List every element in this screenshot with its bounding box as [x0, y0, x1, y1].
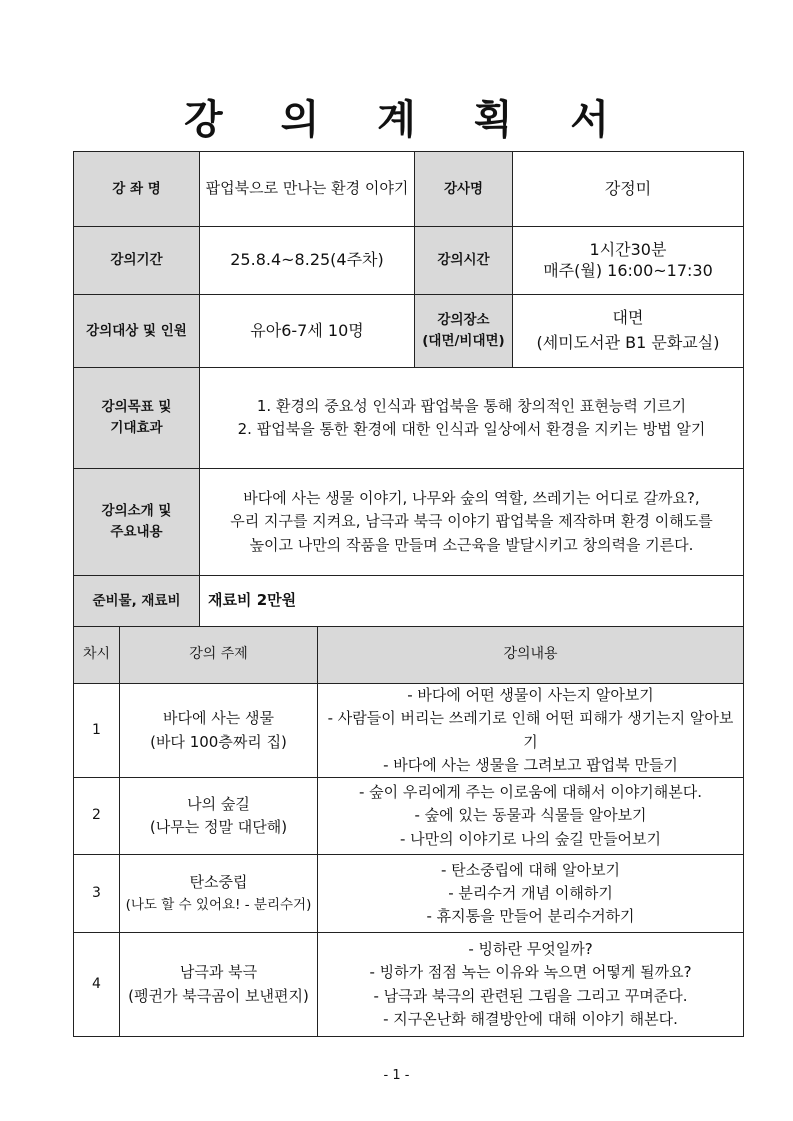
content-line: - 탄소중립에 대해 알아보기 — [440, 860, 621, 879]
goal-label-line-2: 기대효과 — [110, 420, 163, 436]
material-value: 재료비 2만원 — [200, 576, 744, 627]
table-row — [74, 855, 744, 933]
table-row — [74, 576, 744, 627]
session-topic — [120, 855, 318, 933]
time-line-1: 1시간30분 — [589, 239, 667, 259]
topic-line-2: (나도 할 수 있어요! - 분리수거) — [125, 896, 312, 913]
session-topic — [120, 933, 318, 1037]
table-row — [74, 684, 744, 778]
session-content — [318, 855, 744, 933]
session-content — [318, 778, 744, 855]
content-line: - 나만의 이야기로 나의 숲길 만들어보기 — [399, 829, 662, 848]
page-number: - 1 - — [383, 1068, 410, 1083]
info-table — [73, 151, 744, 627]
table-row — [74, 295, 744, 368]
instructor-label: 강사명 — [415, 152, 513, 227]
topic-line-1: 나의 숲길 — [187, 794, 250, 813]
session-topic — [120, 778, 318, 855]
place-label-line-1: 강의장소 — [437, 312, 490, 329]
material-label: 준비물, 재료비 — [74, 576, 200, 627]
goal-line-2: 2. 팝업북을 통한 환경에 대한 인식과 일상에서 환경을 지키는 방법 알기 — [237, 420, 706, 438]
goal-line-1: 1. 환경의 중요성 인식과 팝업북을 통해 창의적인 표현능력 기르기 — [256, 396, 687, 415]
table-row — [74, 152, 744, 227]
intro-line-3: 높이고 나만의 작품을 만들며 소근육을 발달시키고 창의력을 기른다. — [249, 535, 694, 554]
table-row — [74, 469, 744, 576]
page-title: 강 의 계 획 서 — [184, 97, 631, 143]
topic-line-1: 탄소중립 — [189, 873, 248, 892]
topic-line-1: 바다에 사는 생물 — [163, 709, 274, 728]
content-line: - 남극과 북극의 관련된 그림을 그리고 꾸며준다. — [373, 986, 688, 1005]
topic-line-2: (바다 100층짜리 집) — [150, 732, 287, 751]
goal-value — [200, 368, 744, 469]
content-line: - 바다에 사는 생물을 그려보고 팝업북 만들기 — [383, 755, 678, 774]
table-row — [74, 368, 744, 469]
intro-line-1: 바다에 사는 생물 이야기, 나무와 숲의 역할, 쓰레기는 어디로 갈까요?, — [243, 489, 700, 508]
schedule-table — [73, 626, 744, 1037]
content-line: - 빙하란 무엇일까? — [468, 940, 593, 958]
place-label-line-2: (대면/비대면) — [422, 333, 505, 349]
course-name-label: 강 좌 명 — [74, 152, 200, 227]
content-line: - 사람들이 버리는 쓰레기로 인해 어떤 피해가 생기는지 알아보기 — [327, 709, 734, 751]
goal-label — [74, 368, 200, 469]
intro-label-line-1: 강의소개 및 — [101, 503, 172, 520]
col-content-header: 강의내용 — [318, 627, 744, 684]
content-line: - 숲에 있는 동물과 식물들 알아보기 — [414, 806, 647, 825]
content-line: - 바다에 어떤 생물이 사는지 알아보기 — [407, 686, 654, 704]
time-line-2: 매주(월) 16:00~17:30 — [543, 260, 713, 280]
place-value — [513, 295, 744, 368]
table-row — [74, 227, 744, 295]
content-line: - 휴지통을 만들어 분리수거하기 — [426, 907, 635, 926]
intro-value — [200, 469, 744, 576]
topic-line-2: (나무는 정말 대단해) — [149, 818, 288, 836]
place-line-2: (세미도서관 B1 문화교실) — [536, 333, 720, 352]
session-number: 4 — [74, 933, 120, 1037]
table-row — [74, 933, 744, 1037]
goal-label-line-1: 강의목표 및 — [101, 399, 172, 416]
content-line: - 분리수거 개념 이해하기 — [448, 883, 613, 902]
topic-line-1: 남극과 북극 — [179, 963, 258, 982]
instructor-value: 강정미 — [513, 152, 744, 227]
intro-label-line-2: 주요내용 — [110, 524, 163, 540]
time-value — [513, 227, 744, 295]
content-line: - 빙하가 점점 녹는 이유와 녹으면 어떻게 될까요? — [369, 963, 692, 982]
table-row — [74, 778, 744, 855]
course-name-value: 팝업북으로 만나는 환경 이야기 — [200, 152, 415, 227]
target-value: 유아6-7세 10명 — [200, 295, 415, 368]
time-label: 강의시간 — [415, 227, 513, 295]
intro-label — [74, 469, 200, 576]
col-topic-header: 강의 주제 — [120, 627, 318, 684]
col-session-header: 차시 — [74, 627, 120, 684]
content-line: - 지구온난화 해결방안에 대해 이야기 해본다. — [383, 1009, 678, 1028]
session-content — [318, 933, 744, 1037]
place-line-1: 대면 — [612, 308, 644, 328]
session-number: 1 — [74, 684, 120, 778]
place-label — [415, 295, 513, 368]
content-line: - 숲이 우리에게 주는 이로움에 대해서 이야기해본다. — [358, 783, 703, 802]
period-value: 25.8.4~8.25(4주차) — [200, 227, 415, 295]
session-number: 2 — [74, 778, 120, 855]
topic-line-2: (펭귄가 북극곰이 보낸편지) — [128, 986, 309, 1005]
intro-line-2: 우리 지구를 지켜요, 남극과 북극 이야기 팝업북을 제작하며 환경 이해도를 — [230, 512, 713, 531]
table-header-row — [74, 627, 744, 684]
period-label: 강의기간 — [74, 227, 200, 295]
session-topic — [120, 684, 318, 778]
session-content — [318, 684, 744, 778]
session-number: 3 — [74, 855, 120, 933]
target-label: 강의대상 및 인원 — [74, 295, 200, 368]
